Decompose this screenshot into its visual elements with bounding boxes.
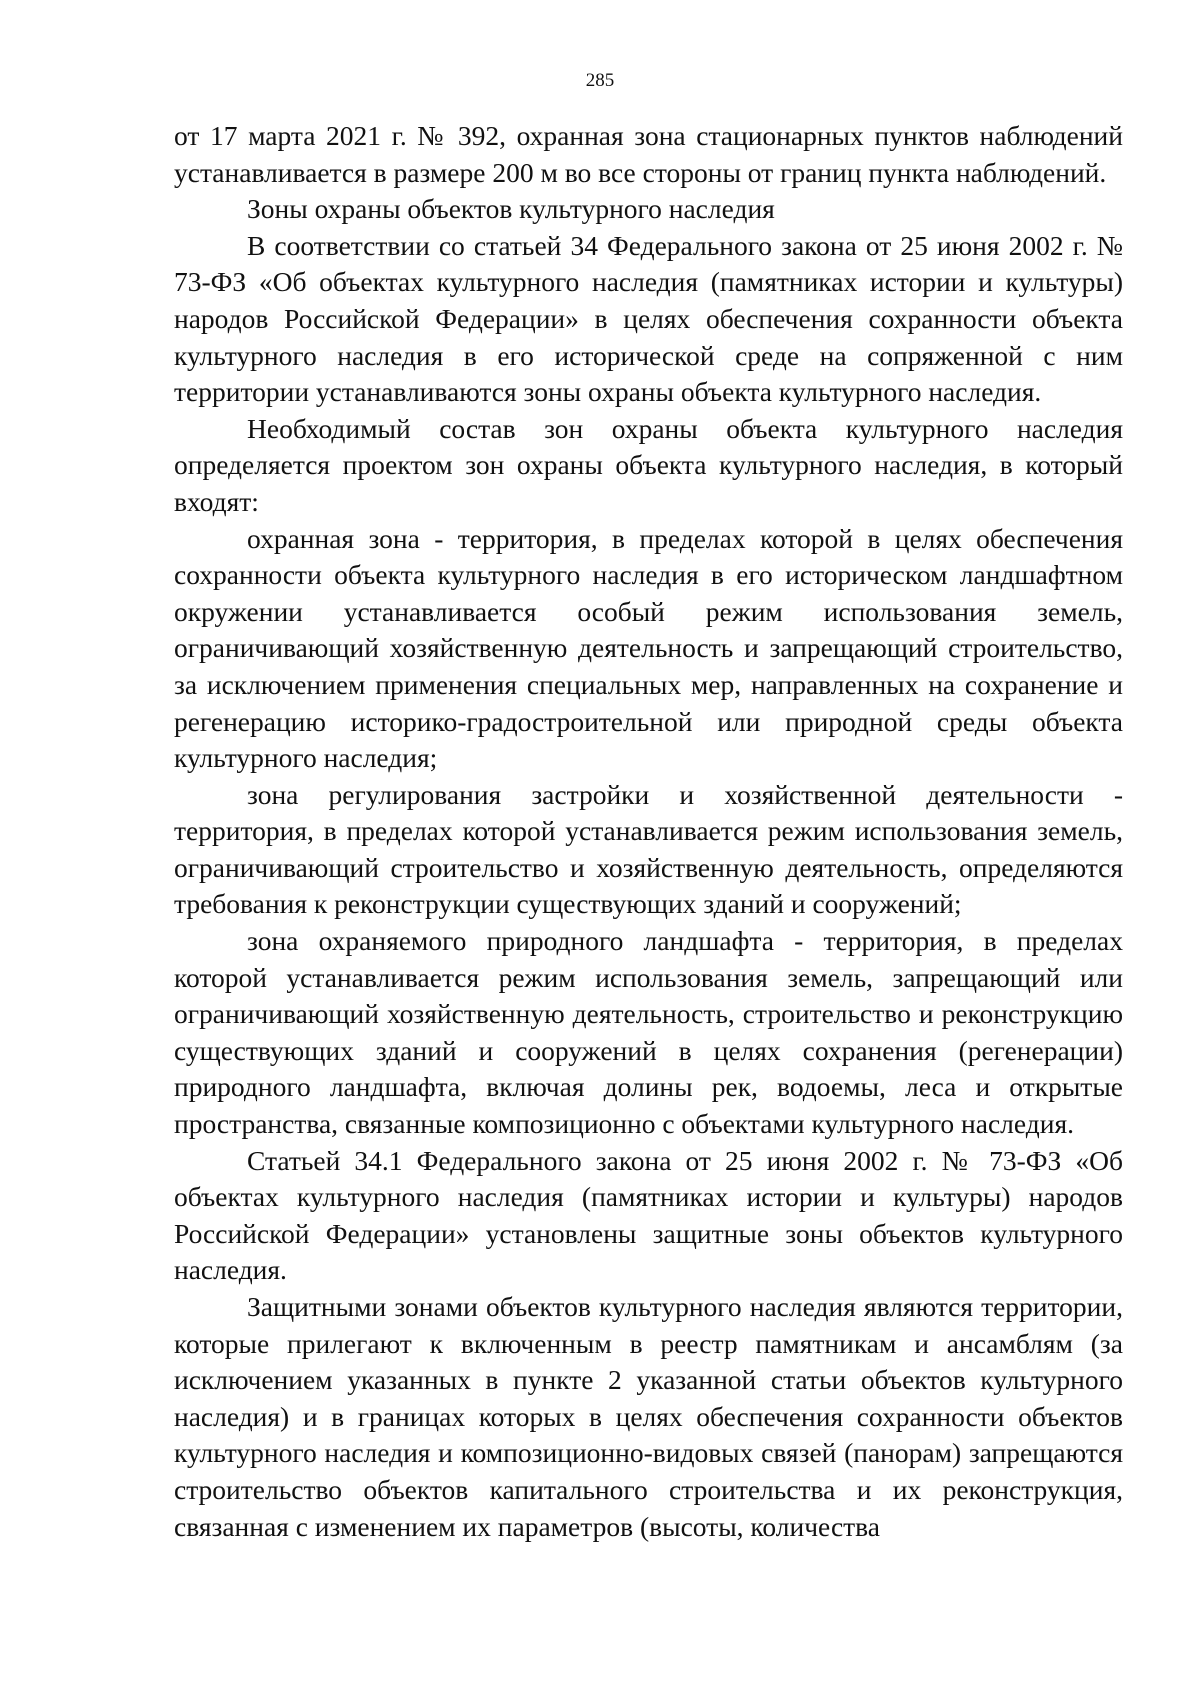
section-heading: Зоны охраны объектов культурного наследия xyxy=(247,193,775,225)
paragraph: Защитными зонами объектов культурного наследия являются территории, которые прилегают к включенным в реестр памятникам и ансамблям (за исключением указанных в пункте 2 указанной статьи объектов культурного наследия) и в границах которых в целях обеспечения сохранности объектов культурного наследия и композиционно-видовых связей (панорам) запрещаются строительство объектов капитального строительства и их реконструкция, связанная с изменением их параметров (высоты, количества xyxy=(174,1291,1123,1542)
list-item: зона регулирования застройки и хозяйственной деятельности - территория, в пределах которой устанавливается режим использования земель, ограничивающий строительство и хозяйственную деятельность, определяются требования к реконструкции существующих зданий и сооружений; xyxy=(174,778,1123,920)
page-number: 285 xyxy=(585,70,615,91)
paragraph: Необходимый состав зон охраны объекта культурного наследия определяется проектом зон охраны объекта культурного наследия, в который входят: xyxy=(174,412,1123,517)
document-body xyxy=(174,118,1123,1545)
paragraph-continuation: от 17 марта 2021 г. № 392, охранная зона стационарных пунктов наблюдений устанавливается в размере 200 м во все стороны от границ пункта наблюдений. xyxy=(174,120,1123,188)
paragraph: В соответствии со статьей 34 Федерального закона от 25 июня 2002 г. № 73-ФЗ «Об объектах культурного наследия (памятниках истории и культуры) народов Российской Федерации» в целях обеспечения сохранности объекта культурного наследия в его исторической среде на сопряженной с ним территории устанавливаются зоны охраны объекта культурного наследия. xyxy=(174,229,1123,408)
paragraph: Статьей 34.1 Федерального закона от 25 июня 2002 г. № 73-ФЗ «Об объектах культурного наследия (памятниках истории и культуры) народов Российской Федерации» установлены защитные зоны объектов культурного наследия. xyxy=(174,1144,1123,1286)
list-item: охранная зона - территория, в пределах которой в целях обеспечения сохранности объекта культурного наследия в его историческом ландшафтном окружении устанавливается особый режим использования земель, ограничивающий хозяйственную деятельность и запрещающий строительство, за исключением применения специальных мер, направленных на сохранение и регенерацию историко-градостроительной или природной среды объекта культурного наследия; xyxy=(174,522,1123,774)
list-item: зона охраняемого природного ландшафта - территория, в пределах которой устанавливается режим использования земель, запрещающий или ограничивающий хозяйственную деятельность, строительство и реконструкцию существующих зданий и сооружений в целях сохранения (регенерации) природного ландшафта, включая долины рек, водоемы, леса и открытые пространства, связанные композиционно с объектами культурного наследия. xyxy=(174,925,1123,1140)
